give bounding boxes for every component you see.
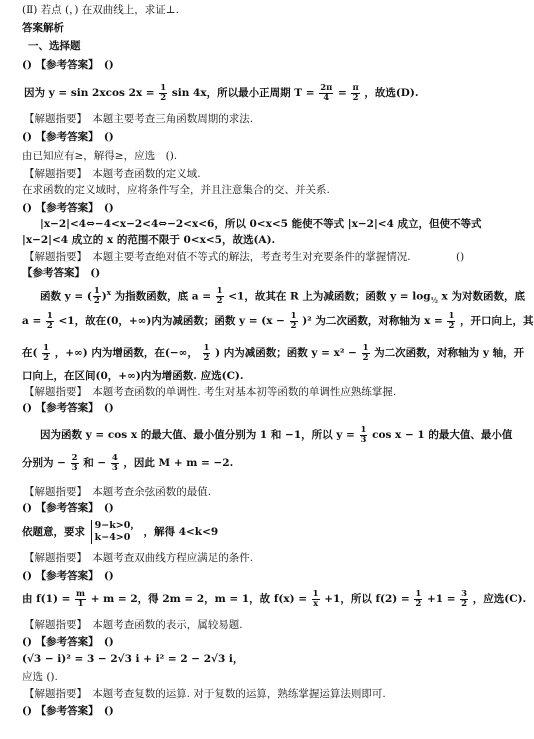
answer-label-3: () 【参考答案】 () bbox=[22, 202, 114, 214]
solution-4-line-2: a = $\frac{1}{2}$ <1，故在(0，+∞)内为减函数；函数 y = (x − $\frac{1}{2}$ )² 为二次函数，对称轴为 x = $\frac{1}{2}$ ，开口向上，其 bbox=[22, 310, 534, 331]
hint-3: 【解题指要】 本题主要考查绝对值不等式的解法，考查考生对充要条件的掌握情况. bbox=[24, 251, 411, 263]
hint-2: 【解题指要】 本题考查函数的定义域. bbox=[24, 168, 201, 180]
hint-6: 【解题指要】 本题考查双曲线方程应满足的条件. bbox=[24, 552, 254, 564]
solution-6: 依题意，要求 9−k>0， k−4>0 ，解得 4<k<9 bbox=[22, 520, 219, 543]
answer-label-4: 【参考答案】 () bbox=[22, 267, 101, 279]
solution-2: 由已知应有≥，解得≥，应选 (). bbox=[22, 150, 178, 162]
answer-label-6: () 【参考答案】 () bbox=[22, 502, 114, 514]
answer-label-1: () 【参考答案】 () bbox=[22, 59, 114, 71]
solution-4-line-1: 函数 y = ( $\frac{1}{2}$ )$^x$ 为指数函数，底 a = $\frac{1}{2}$ <1，故其在 R 上为减函数；函数 $y = \log_{\frac{1}{2}} x$ 为对数函数，底 bbox=[40, 286, 525, 306]
solution-4-line-3: 在( $\frac{1}{2}$ ，+∞) 内为增函数，在(−∞， $\frac{1}{2}$ ) 内为减函数；函数 y = x² − $\frac{1}{2}$ 为二次函数，对称轴为 y 轴，开 bbox=[22, 342, 525, 363]
solution-8-choice: 应选 (). bbox=[22, 671, 58, 683]
answer-label-7: () 【参考答案】 () bbox=[22, 570, 114, 582]
solution-5-line-1: 因为函数 y = cos x 的最大值、最小值分别为 1 和 −1，所以 y = $\frac{1}{3}$ cos x − 1 的最大值、最小值 bbox=[40, 424, 513, 445]
answer-label-5: () 【参考答案】 () bbox=[22, 402, 114, 414]
answer-label-8: () 【参考答案】 () bbox=[22, 636, 114, 648]
hint-1: 【解题指要】 本题主要考查三角函数周期的求法. bbox=[24, 113, 254, 125]
answer-heading: 答案解析 bbox=[22, 22, 64, 34]
hint-3-marker: () bbox=[456, 251, 465, 263]
solution-3-line-1: |x−2|<4⇔−4<x−2<4⇔−2<x<6，所以 0<x<5 能使不等式 |x−2|<4 成立，但使不等式 bbox=[40, 218, 482, 230]
hint-5: 【解题指要】 本题考查余弦函数的最值. bbox=[24, 486, 212, 498]
section-heading: 一、选择题 bbox=[28, 40, 81, 52]
hint-2-detail: 在求函数的定义域时，应将条件写全，并且注意集合的交、并关系. bbox=[22, 184, 330, 196]
solution-3-line-2: |x−2|<4 成立的 x 的范围不限于 0<x<5，故选(A). bbox=[22, 234, 276, 246]
solution-5-line-2: 分别为 − $\frac{2}{3}$ 和 − $\frac{4}{3}$ ，因此 M + m = −2. bbox=[22, 452, 234, 473]
answer-label-9: () 【参考答案】 () bbox=[22, 705, 114, 717]
hint-7: 【解题指要】 本题考查函数的表示，属较易题. bbox=[24, 619, 243, 631]
answer-label-2: () 【参考答案】 () bbox=[22, 131, 114, 143]
hint-4: 【解题指要】 本题考查函数的单调性. 考生对基本初等函数的单调性应熟练掌握. bbox=[24, 386, 397, 398]
solution-4-line-4: 口向上，在区间(0，+∞)内为增函数. 应选(C). bbox=[22, 370, 244, 382]
solution-8: (√3 − i)² = 3 − 2√3 i + i² = 2 − 2√3 i， bbox=[22, 653, 244, 665]
solution-1: 因为 y = sin 2xcos 2x = $\frac{1}{2}$ sin 4x，所以最小正周期 T = $\frac{2\pi}{4}$ = $\frac{\pi}{2}$ ，故选(D). bbox=[24, 82, 419, 103]
solution-7: 由 f(1) = $\frac{m}{1}$ + m = 2，得 2m = 2，m = 1，故 f(x) = $\frac{1}{x}$ +1，所以 f(2) = $\frac{1}{2}$ +1 = $\frac{3}{2}$ ，应选(C). bbox=[22, 588, 527, 609]
hint-8: 【解题指要】 本题考查复数的运算. 对于复数的运算，熟练掌握运算法则即可. bbox=[24, 688, 386, 700]
problem-part-2: (Ⅱ) 若点 (，) 在双曲线上，求证⊥. bbox=[22, 4, 179, 16]
